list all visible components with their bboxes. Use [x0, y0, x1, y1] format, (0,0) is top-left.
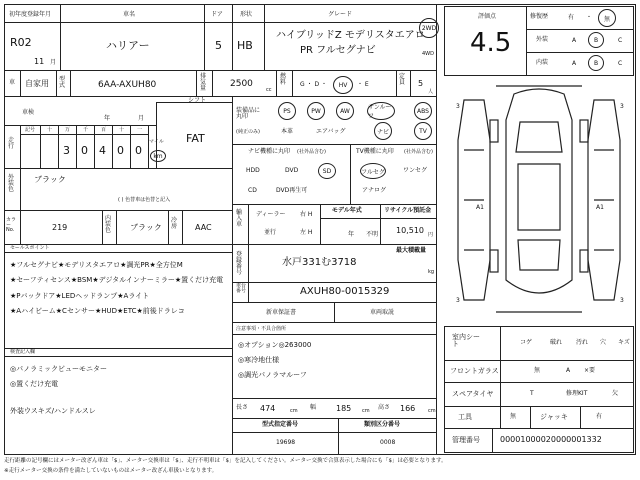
seat-label: 室内シート: [452, 333, 480, 348]
equipment-pw-circle: PW: [307, 102, 325, 120]
exterior-c: C: [618, 37, 623, 44]
height-unit: cm: [428, 408, 436, 414]
equipment-navi-circle: ナビ: [374, 122, 392, 140]
inspection-month: 月: [138, 115, 145, 122]
length-unit: cm: [290, 408, 298, 414]
mileage-digit: 0: [81, 144, 88, 157]
navi-label: ナビ機種に丸印: [248, 148, 291, 155]
jack-label: ジャッキ: [540, 413, 568, 421]
repair-label: 修復歴: [530, 13, 549, 20]
shift-label: シフト: [188, 97, 207, 104]
fuel-other: ・ E: [357, 81, 369, 88]
mileage-digit: 4: [99, 144, 106, 157]
glass-item: ×要: [584, 367, 596, 374]
model-no-label: 型式指定番号: [262, 421, 299, 428]
length-label: 長さ: [236, 404, 249, 411]
grade-label: グレード: [328, 11, 353, 18]
inspector-item: ◎パノラミックビューモニター: [10, 365, 107, 373]
equipment-abs-circle: ABS: [414, 102, 432, 120]
selling-item: ★セーフティセンス★BSM★デジタルインナーミラー★置くだけ充電: [10, 276, 224, 284]
mileage-unit-3: 千: [83, 127, 89, 133]
recycle-unit: 円: [428, 232, 434, 238]
exterior-label: 外装: [536, 36, 549, 43]
diagram-mark: 3: [456, 297, 460, 304]
notes-item: ◎調光パノラマルーフ: [238, 371, 307, 379]
seat-item: 穴: [600, 339, 607, 346]
diagram-mark: 3: [456, 103, 460, 110]
import-label: 輸入車: [236, 209, 243, 228]
notes-label: 注意事項・不具合箇所: [236, 326, 287, 332]
use-label: 車: [9, 79, 16, 86]
mileage-unit-6: 一: [137, 127, 143, 133]
navi-note: (社外品含む): [297, 149, 326, 155]
spare-item: 欠: [612, 390, 619, 397]
color-value: ブラック: [34, 175, 66, 184]
model-year-unit: 年: [348, 231, 355, 238]
interior-color-value: ブラック: [130, 223, 162, 232]
seat-item: コゲ: [520, 339, 533, 346]
ac-value: AAC: [195, 223, 212, 232]
model-year-label: モデル年式: [332, 207, 362, 214]
interior-c: C: [618, 60, 623, 67]
spare-item: T: [530, 390, 534, 397]
grade-line-1: ハイブリッドZ モデリスタエアロ: [276, 30, 425, 41]
registration-value: 水戸331む3718: [282, 257, 357, 268]
score-label: 評価点: [478, 13, 497, 20]
capacity-label: 定員: [399, 73, 406, 86]
seat-item: 汚れ: [576, 339, 589, 346]
glass-item: A: [566, 367, 571, 374]
tv-oneseg: ワンセグ: [403, 167, 428, 174]
mileage-unit-5: 十: [119, 127, 125, 133]
length-value: 474: [260, 404, 276, 413]
repair-no-circle: 無: [598, 9, 616, 27]
reg-year: R02: [10, 36, 32, 49]
doors-value: 5: [215, 39, 222, 52]
import-parallel: 並行: [264, 229, 277, 236]
exterior-a: A: [572, 37, 577, 44]
max-load-unit: kg: [428, 269, 435, 275]
type-label: 型式: [59, 76, 66, 89]
inspector-item: 外装ウスキズ/ハンドルスレ: [10, 407, 96, 415]
diagram-mark: A1: [596, 204, 604, 211]
inspector-label: 検査記入欄: [10, 349, 36, 355]
equipment-aw-circle: AW: [336, 102, 354, 120]
jack-value: 有: [596, 413, 603, 420]
score-value: 4.5: [470, 28, 512, 58]
inspection-year: 年: [104, 115, 111, 122]
mileage-unit-2: 万: [65, 127, 71, 133]
vin-label: 車台番号: [236, 283, 247, 294]
doors-label: ドア: [211, 11, 223, 18]
navi-sd-circle: SD: [318, 163, 336, 179]
seat-item: キズ: [618, 339, 630, 346]
equipment-ps-circle: PS: [278, 102, 296, 120]
reg-month: 11: [34, 57, 45, 66]
mileage-km-circle: km: [150, 150, 166, 162]
mileage-unit-mile: マイル: [149, 139, 164, 145]
navi-cd: CD: [248, 187, 257, 194]
spare-item: 修理KIT: [566, 390, 588, 397]
displacement-value: 2500: [230, 79, 253, 89]
inspector-item: ◎置くだけ充電: [10, 380, 59, 388]
vehicle-manual: 車両取説: [370, 309, 395, 316]
selling-item: ★Aハイビーム★Cセンサー★HUD★ETC★前後ドラレコ: [10, 307, 185, 315]
mgmt-value: 00001000020000001332: [500, 435, 602, 444]
navi-dvd: DVD: [285, 167, 299, 174]
width-label: 幅: [310, 404, 317, 411]
recycle-value: 10,510: [396, 226, 424, 235]
shape-value: HB: [237, 39, 253, 52]
type-value: 6AA-AXUH80: [98, 80, 157, 90]
fuel-label: 燃料: [280, 73, 287, 86]
class-no-value: 0008: [380, 439, 396, 446]
color-no-label: カラーNo.: [6, 217, 17, 233]
drive-2wd-circle: 2WD: [419, 18, 439, 38]
mileage-unit-0: 記号: [25, 127, 36, 133]
width-unit: cm: [362, 408, 370, 414]
import-left-h: 左 H: [300, 229, 313, 236]
interior-label: 内装: [536, 59, 549, 66]
interior-b-circle: B: [588, 55, 604, 71]
reg-year-label: 初年度登録年月: [9, 11, 52, 18]
tv-note: (社外品含む): [404, 149, 433, 155]
drive-4wd: 4WD: [422, 51, 434, 57]
repair-dot: ・: [586, 14, 593, 21]
width-value: 185: [336, 404, 352, 413]
mileage-unit-4: 百: [101, 127, 107, 133]
shape-label: 形状: [240, 11, 253, 18]
new-car-warranty: 新車保証書: [266, 309, 297, 316]
glass-item: 無: [534, 367, 541, 374]
color-note: ( ) 色替車は色替と記入: [118, 197, 171, 203]
height-label: 高さ: [378, 404, 391, 411]
mileage-digit: 0: [135, 144, 142, 157]
selling-item: ★Pバックドア★LEDヘッドランプ★Aライト: [10, 292, 150, 300]
model-label: 車名: [123, 11, 136, 18]
ac-label: 冷房: [171, 217, 178, 230]
tv-label: TV機種に丸印: [356, 148, 394, 155]
height-value: 166: [400, 404, 416, 413]
capacity-value: 5: [418, 79, 424, 88]
navi-dvd-play: DVD再生可: [276, 187, 308, 194]
import-dealer: ディーラー: [256, 211, 286, 218]
tools-value: 無: [510, 413, 517, 420]
mileage-digit: 3: [63, 144, 70, 157]
vin-value: AXUH80-0015329: [300, 286, 390, 297]
footer-line-1: 走行距離の記号欄にはメーター改ざん車は「$」、メーター交換車は「$」、走行不明車は「$」を記入してください。メーター交換で合算表示した場合にも「$」は必要となります。: [4, 458, 447, 464]
repair-yes: 有: [568, 14, 575, 21]
equipment-sunroof-circle: サンルーフ: [367, 102, 395, 120]
use-value: 自家用: [25, 79, 49, 88]
class-no-label: 類別区分番号: [364, 421, 401, 428]
mileage-digit: 0: [117, 144, 124, 157]
tv-fullseg-circle: フルセグ: [360, 163, 386, 179]
shift-value: FAT: [186, 132, 205, 145]
seat-item: 破れ: [550, 339, 563, 346]
interior-a: A: [572, 60, 577, 67]
displacement-unit: cc: [266, 87, 272, 93]
equipment-tv-circle: TV: [414, 122, 432, 140]
model-name: ハリアー: [106, 39, 150, 52]
diagram-mark: 3: [620, 103, 624, 110]
recycle-label: リサイクル預託金: [384, 207, 432, 214]
equipment-label: 装備品に丸印: [236, 107, 261, 120]
max-load-label: 最大積載量: [396, 247, 427, 254]
model-no-value: 19698: [276, 439, 296, 446]
car-diagram: [444, 80, 634, 320]
mileage-label: 走行: [8, 137, 15, 150]
equipment-airbag: エアバッグ: [316, 128, 346, 135]
displacement-label: 排気量: [200, 73, 207, 92]
glass-label: フロントガラス: [450, 367, 499, 375]
import-right-h: 右 H: [300, 211, 313, 218]
interior-color-label: 内装色: [105, 215, 112, 234]
grade-line-2: PR フルセグナビ: [300, 45, 376, 56]
inspection-label: 車検: [22, 109, 35, 116]
registration-label: 登録番号: [236, 251, 243, 276]
model-year-unknown: 不明: [366, 231, 379, 238]
diagram-mark: 3: [620, 297, 624, 304]
spare-label: スペアタイヤ: [452, 390, 494, 398]
notes-item: ◎寒冷地仕様: [238, 356, 280, 364]
equipment-note: (純正のみ): [236, 129, 260, 135]
color-label: 外装色: [8, 174, 15, 193]
exterior-b-circle: B: [588, 32, 604, 48]
diagram-mark: A1: [476, 204, 484, 211]
footer-line-2: ※走行メーター交換の条件を満たしていないものはメーター改ざん車扱いとなります。: [4, 468, 218, 474]
navi-hdd: HDD: [246, 167, 260, 174]
selling-label: セールスポイント: [10, 245, 50, 251]
color-no-value: 219: [52, 223, 68, 232]
mgmt-label: 管理番号: [452, 436, 480, 444]
reg-month-unit: 月: [50, 59, 57, 66]
capacity-unit: 人: [428, 89, 434, 95]
tv-analog: アナログ: [362, 187, 387, 194]
fuel-hv-circle: HV: [333, 76, 353, 94]
selling-item: ★フルセグナビ★モデリスタエアロ★調光PR★全方位M: [10, 261, 183, 269]
notes-item: ◎オプション◎263000: [238, 341, 312, 349]
tools-label: 工具: [458, 413, 472, 421]
fuel-options: G ・ D ・: [300, 81, 327, 88]
mileage-unit-1: 十: [47, 127, 53, 133]
equipment-leather: 本革: [281, 128, 294, 135]
